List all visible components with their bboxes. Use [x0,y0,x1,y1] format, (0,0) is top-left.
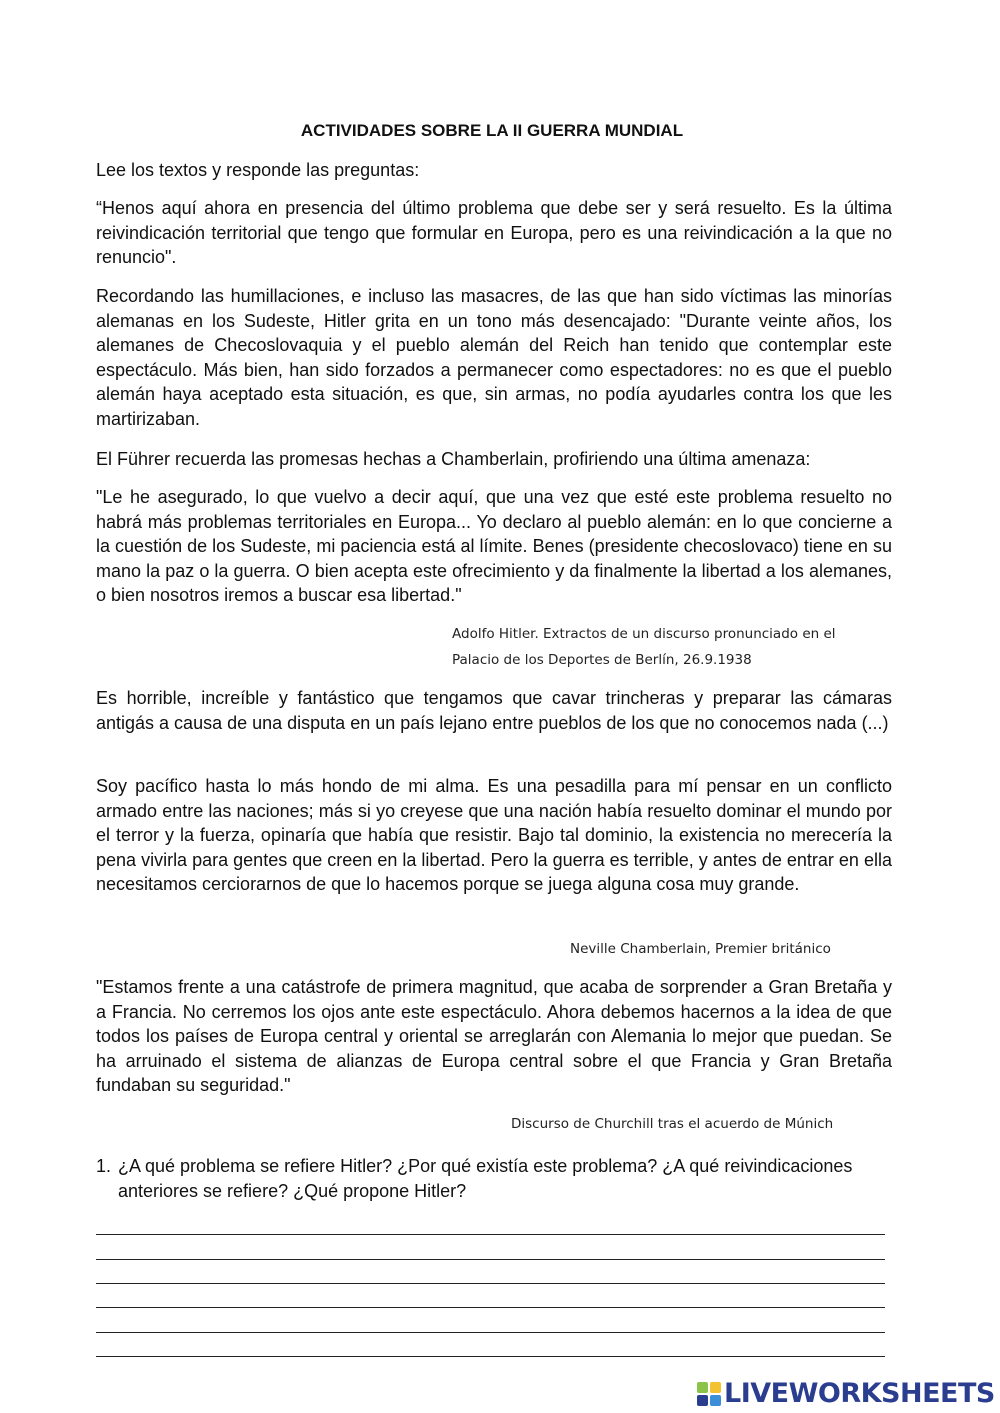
churchill-paragraph: "Estamos frente a una catástrofe de primera magnitud, que acaba de sorprender a Gran Bretaña y a Francia. No cerremos los ojos ante este espectáculo. Ahora debemos hacernos a la idea de que todos los países de Europa central y oriental se arreglarán con Alemania lo mejor que puedan. Se ha arruinado el sistema de alianzas de Europa central sobre el que Francia y Gran Bretaña fundaban su seguridad." [96,977,892,1096]
instruction-text: Lee los textos y responde las preguntas: [96,160,420,180]
answer-line-4[interactable] [96,1307,885,1308]
page-title: ACTIVIDADES SOBRE LA II GUERRA MUNDIAL [300,121,684,140]
answer-line-1[interactable] [96,1234,885,1235]
chamberlain-source: Neville Chamberlain, Premier británico [570,941,831,957]
answer-line-5[interactable] [96,1332,885,1333]
chamberlain-paragraph-2: Soy pacífico hasta lo más hondo de mi alma. Es una pesadilla para mí pensar en un conflicto armado entre las naciones; más si yo creyese que una nación había resuelto dominar el mundo por el terror y la fuerza, opinaría que había que resistir. Bajo tal dominio, la existencia no merecería la pena vivirla para gentes que creen en la libertad. Pero la guerra es terrible, y antes de entrar en ella necesitamos cerciorarnos de que lo hacemos porque se juega alguna cosa muy grande. [96,776,892,895]
liveworksheets-logo-text: LIVEWORKSHEETS [724,1378,995,1409]
hitler-quote-paragraph-1: “Henos aquí ahora en presencia del último problema que debe ser y será resuelto. Es la última reivindicación territorial que tengo que formular en Europa, pero es una reivindicación a la que no renuncio". [96,198,892,268]
liveworksheets-logo [696,1379,995,1409]
question-1-number: 1. [96,1156,112,1176]
hitler-quote-paragraph-2: "Le he asegurado, lo que vuelvo a decir aquí, que una vez que esté este problema resuelto no habrá más problemas territoriales en Europa... Yo declaro al pueblo alemán: en lo que concierne a la cuestión de los Sudeste, mi paciencia está al límite. Benes (presidente checoslovaco) tiene en su mano la paz o la guerra. O bien acepta este ofrecimiento y da finalmente la libertad a los alemanes, o bien nosotros iremos a buscar esa libertad." [96,487,892,606]
fuhrer-threat-intro: El Führer recuerda las promesas hechas a Chamberlain, profiriendo una última amenaza: [96,449,811,469]
answer-line-6[interactable] [96,1356,885,1357]
hitler-context-paragraph: Recordando las humillaciones, e incluso las masacres, de las que han sido víctimas las minorías alemanas en los Sudeste, Hitler grita en un tono más desencajado: "Durante veinte años, los alemanes de Checoslovaquia y el pueblo alemán del Reich han tenido que contemplar este espectáculo. Más bien, han sido forzados a permanecer como espectadores: no es que el pueblo alemán haya aceptado esta situación, es que, sin armas, no podía ayudarles contra los que les martirizaban. [96,286,892,429]
question-1 [96,1154,856,1204]
liveworksheets-logo-icon [696,1381,722,1407]
hitler-source-line-1: Adolfo Hitler. Extractos de un discurso pronunciado en el [452,626,836,642]
churchill-source: Discurso de Churchill tras el acuerdo de Múnich [511,1116,834,1132]
answer-line-2[interactable] [96,1259,885,1260]
chamberlain-paragraph-1: Es horrible, increíble y fantástico que tengamos que cavar trincheras y preparar las cámaras antigás a causa de una disputa en un país lejano entre pueblos de los que no conocemos nada (...) [96,688,892,733]
answer-line-3[interactable] [96,1283,885,1284]
hitler-source-line-2: Palacio de los Deportes de Berlín, 26.9.1938 [452,652,752,668]
question-1-text: ¿A qué problema se refiere Hitler? ¿Por qué existía este problema? ¿A qué reivindicaciones anteriores se refiere? ¿Qué propone Hitler? [118,1156,853,1201]
